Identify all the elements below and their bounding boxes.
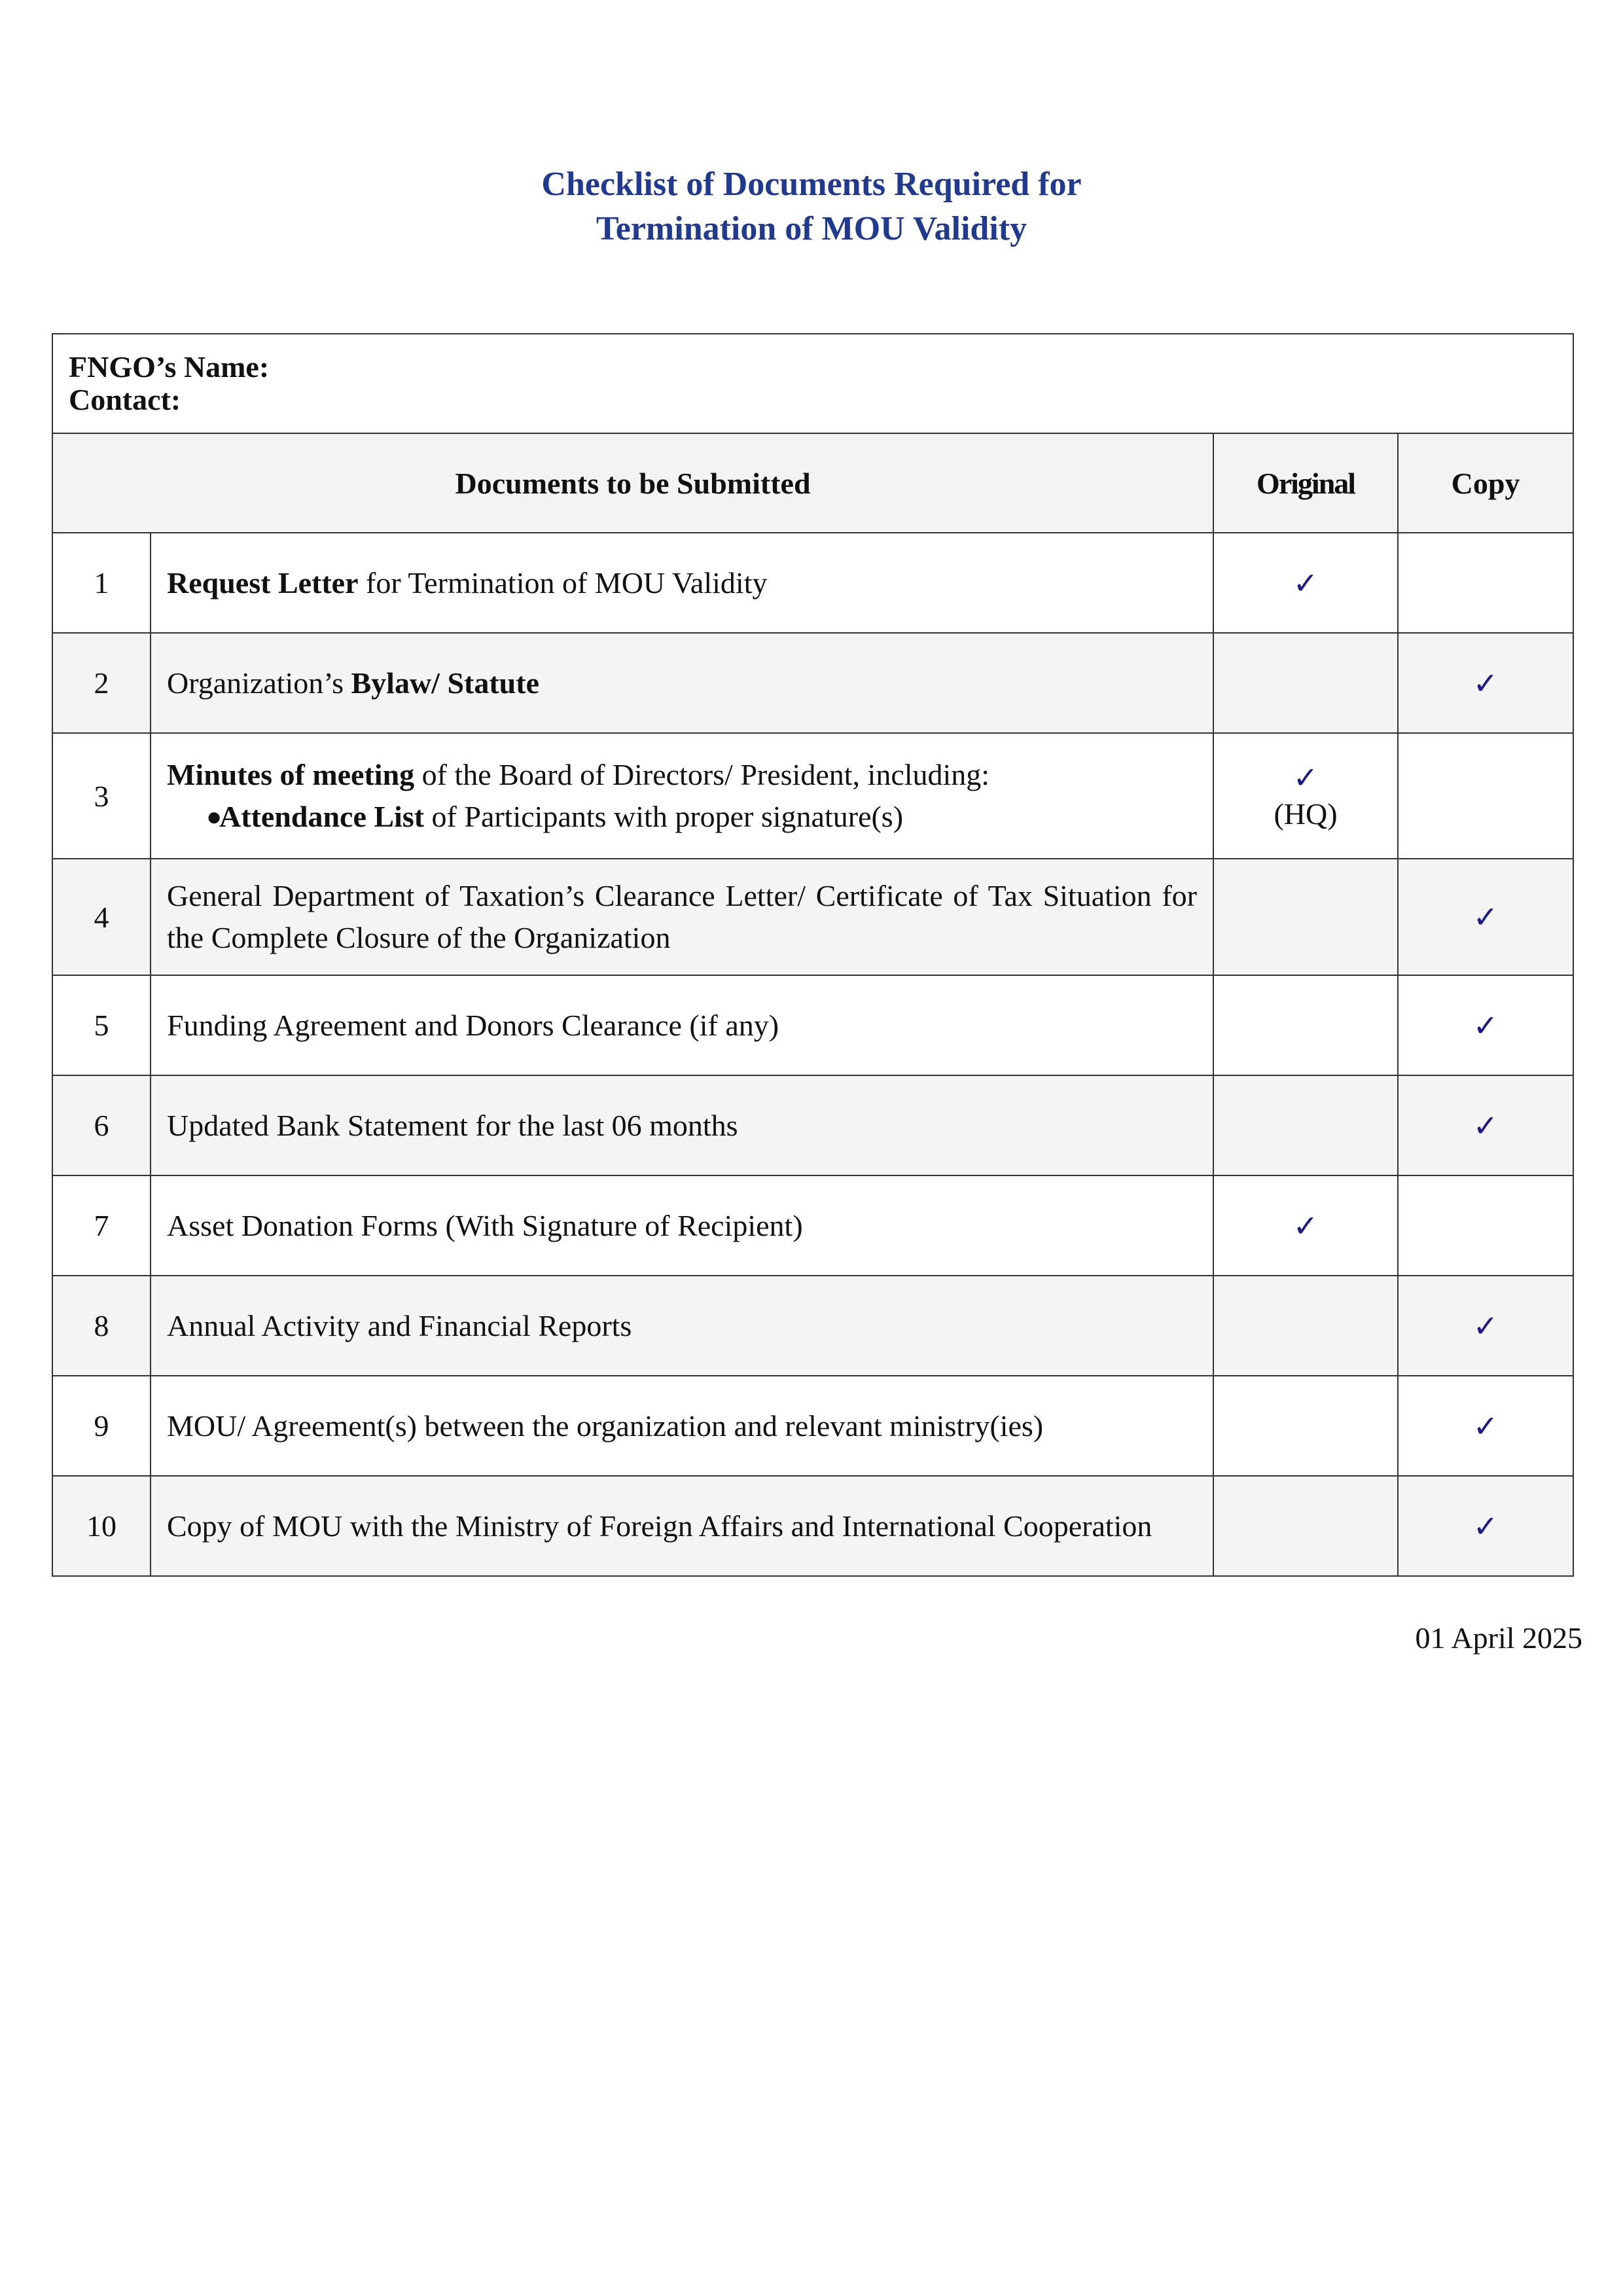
sub-item-bold: Attendance List	[219, 800, 425, 833]
copy-cell	[1398, 1175, 1573, 1276]
row-document-bold: Request Letter	[167, 565, 359, 600]
copy-cell	[1398, 633, 1573, 733]
copy-cell	[1398, 975, 1573, 1075]
bullet-icon: ●	[206, 802, 223, 831]
info-cell	[52, 334, 1573, 433]
copy-cell	[1398, 1075, 1573, 1175]
header-original: Original	[1213, 433, 1398, 533]
original-cell	[1213, 1175, 1398, 1276]
row-number: 3	[52, 733, 151, 859]
copy-cell	[1398, 859, 1573, 975]
table-row	[52, 533, 1573, 633]
check-icon: ✓	[1472, 665, 1499, 701]
row-document-prefix: Organization’s	[167, 666, 351, 700]
sub-item-text: of Participants with proper signature(s)	[424, 800, 904, 833]
check-icon: ✓	[1472, 1308, 1499, 1344]
table-row	[52, 633, 1573, 733]
header-row	[52, 433, 1573, 533]
table-row	[52, 975, 1573, 1075]
check-icon: ✓	[1472, 1107, 1499, 1143]
row-document: Annual Activity and Financial Reports	[151, 1276, 1213, 1376]
original-cell	[1213, 733, 1398, 859]
row-number: 2	[52, 633, 151, 733]
row-number: 9	[52, 1376, 151, 1476]
row-number: 5	[52, 975, 151, 1075]
original-cell	[1213, 1075, 1398, 1175]
row-number: 10	[52, 1476, 151, 1576]
fngo-name-label: FNGO’s Name:	[69, 350, 270, 384]
table-row	[52, 1276, 1573, 1376]
check-icon: ✓	[1472, 1508, 1499, 1544]
row-number: 6	[52, 1075, 151, 1175]
row-number: 7	[52, 1175, 151, 1276]
document-date: 01 April 2025	[1415, 1621, 1582, 1655]
check-icon: ✓	[1472, 1408, 1499, 1444]
row-document: Updated Bank Statement for the last 06 months	[151, 1075, 1213, 1175]
row-document	[151, 533, 1213, 633]
row-document: MOU/ Agreement(s) between the organization and relevant ministry(ies)	[151, 1376, 1213, 1476]
title-line-1: Checklist of Documents Required for	[541, 166, 1082, 203]
header-documents: Documents to be Submitted	[52, 433, 1213, 533]
copy-cell	[1398, 533, 1573, 633]
copy-cell	[1398, 1376, 1573, 1476]
document-title	[0, 162, 1623, 251]
original-cell	[1213, 1476, 1398, 1576]
check-icon: ✓	[1472, 899, 1499, 935]
header-copy: Copy	[1398, 433, 1573, 533]
info-row	[52, 334, 1573, 433]
row-document: Funding Agreement and Donors Clearance (if any)	[151, 975, 1213, 1075]
table-row	[52, 1476, 1573, 1576]
hq-note: (HQ)	[1274, 797, 1338, 831]
checklist-table	[52, 333, 1574, 1577]
row-document: Asset Donation Forms (With Signature of Recipient)	[151, 1175, 1213, 1276]
table-row	[52, 1175, 1573, 1276]
original-cell	[1213, 1376, 1398, 1476]
copy-cell	[1398, 1476, 1573, 1576]
check-icon: ✓	[1293, 760, 1319, 795]
table-row	[52, 1075, 1573, 1175]
row-document-text: for Termination of MOU Validity	[358, 565, 768, 600]
row-document: General Department of Taxation’s Clearance Letter/ Certificate of Tax Situation for the Complete Closure of the Organization	[151, 859, 1213, 975]
check-icon: ✓	[1293, 1208, 1319, 1244]
check-icon: ✓	[1472, 1007, 1499, 1043]
row-number: 8	[52, 1276, 151, 1376]
original-cell	[1213, 859, 1398, 975]
table-row	[52, 1376, 1573, 1476]
table-row	[52, 733, 1573, 859]
original-cell	[1213, 975, 1398, 1075]
row-document	[151, 733, 1213, 859]
row-document	[151, 633, 1213, 733]
row-document-bold: Minutes of meeting	[167, 758, 415, 791]
copy-cell	[1398, 733, 1573, 859]
row-number: 1	[52, 533, 151, 633]
table-row	[52, 859, 1573, 975]
original-cell	[1213, 633, 1398, 733]
title-line-2: Termination of MOU Validity	[596, 210, 1027, 247]
row-document-text: of the Board of Directors/ President, including:	[414, 758, 990, 791]
copy-cell	[1398, 1276, 1573, 1376]
row-document-bold: Bylaw/ Statute	[351, 666, 539, 700]
row-document: Copy of MOU with the Ministry of Foreign Affairs and International Cooperation	[151, 1476, 1213, 1576]
row-number: 4	[52, 859, 151, 975]
contact-label: Contact:	[69, 383, 181, 416]
original-cell	[1213, 533, 1398, 633]
original-cell	[1213, 1276, 1398, 1376]
check-icon: ✓	[1293, 565, 1319, 601]
